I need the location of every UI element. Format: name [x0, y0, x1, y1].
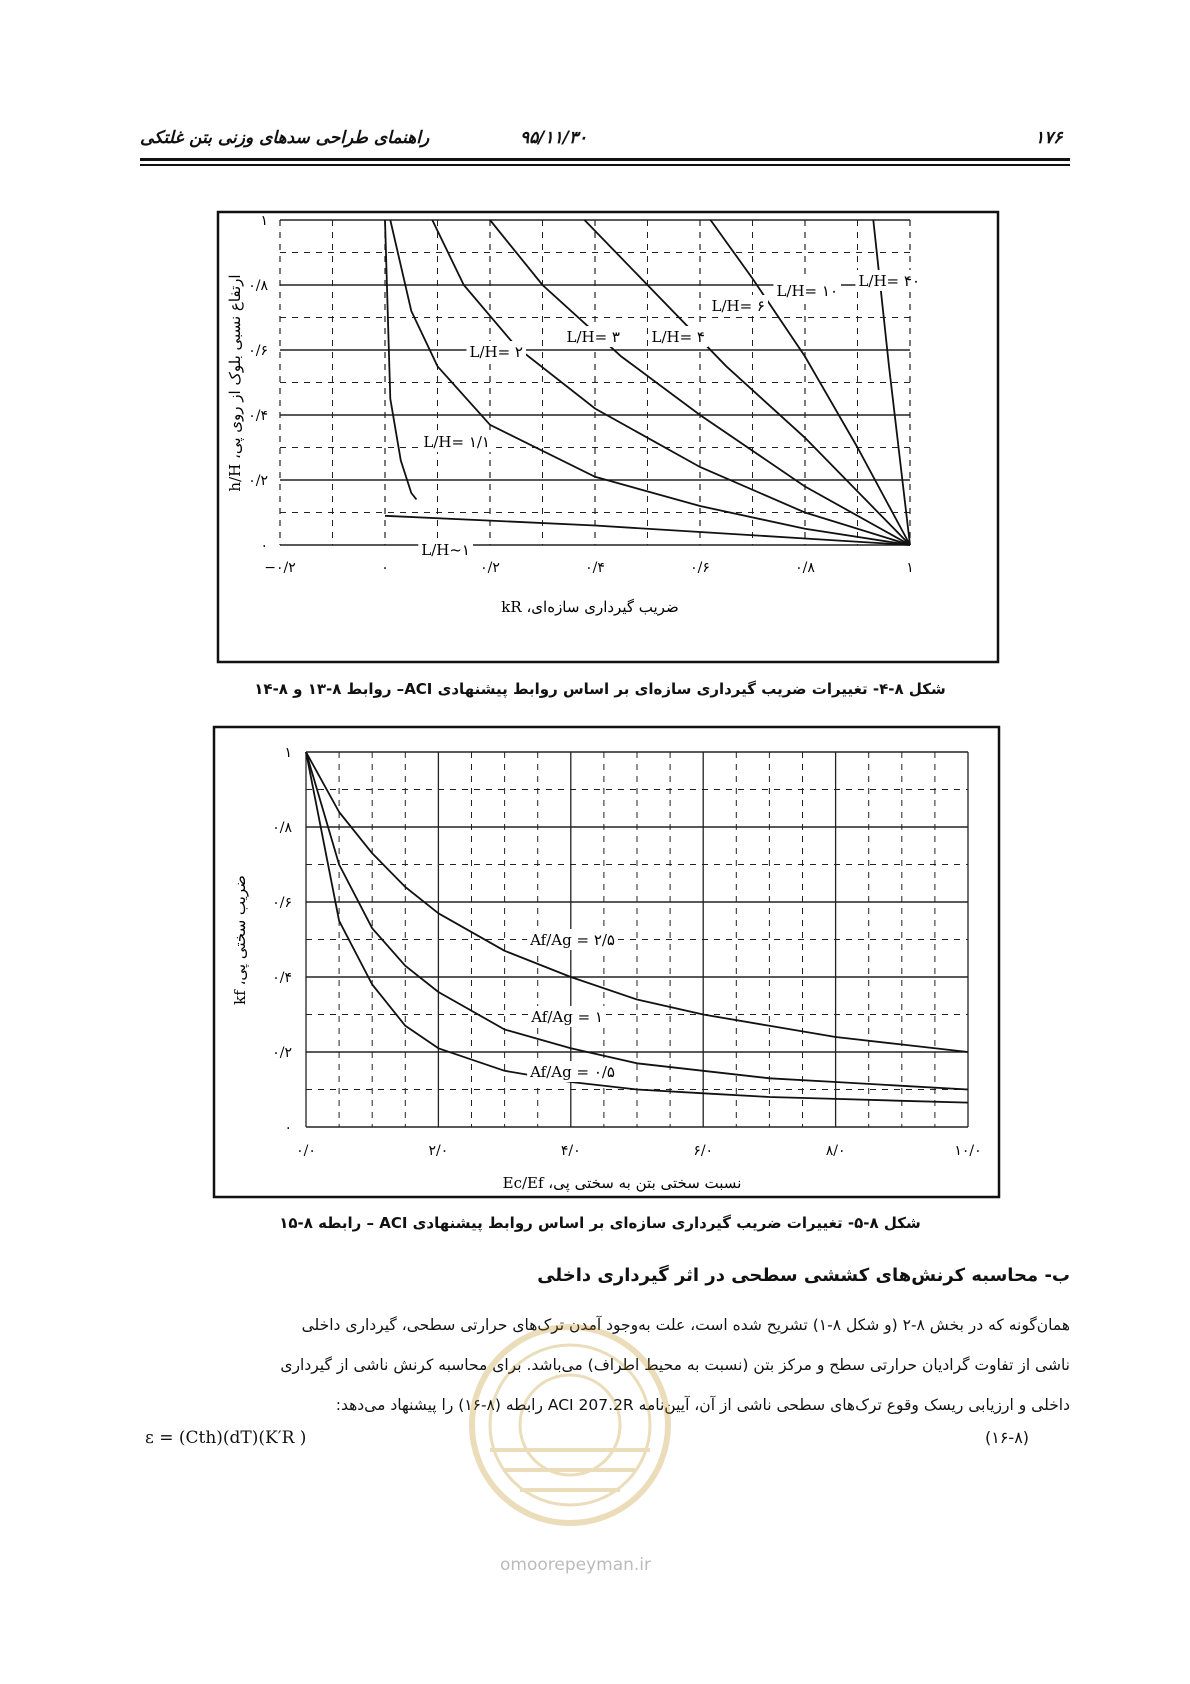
section-heading: ب- محاسبه کرنش‌های کششی سطحی در اثر گیرداری داخلی — [537, 1265, 1070, 1286]
series-label: L/H~۱ — [421, 541, 470, 559]
series-label: Af/Ag = ۱ — [531, 1008, 603, 1026]
header-title: راهنمای طراحی سدهای وزنی بتن غلتکی — [140, 128, 430, 148]
y-tick-label: ۰/۸ — [272, 820, 292, 836]
x-tick-label: ۰/۲ — [480, 560, 500, 576]
series-label: Af/Ag = ۰/۵ — [530, 1063, 615, 1081]
figure-2-caption: شکل ۸-۵- تغییرات ضریب گیرداری سازه‌ای بر اساس روابط پیشنهادی ACI – رابطه ۸-۱۵ — [279, 1214, 921, 1232]
x-tick-label: ۸/۰ — [825, 1143, 846, 1159]
y-tick-label: ۰ — [284, 1120, 292, 1136]
y-axis-label: ضریب سختی پی، kf — [231, 875, 249, 1005]
y-axis-label: ارتفاع نسبی بلوک از روی پی، h/H — [226, 274, 244, 492]
x-tick-label: ۱ — [906, 560, 914, 576]
y-tick-label: ۰/۲ — [272, 1045, 292, 1061]
series-label: L/H= ۶ — [711, 297, 765, 315]
series-label: L/H= ۱/۱ — [423, 433, 490, 451]
page-number: ۱۷۶ — [1035, 128, 1063, 148]
x-tick-label: ۰/۴ — [585, 560, 605, 576]
paragraph-line: همان‌گونه که در بخش ۸-۲ (و شکل ۸-۱) تشریح شده است، علت به‌وجود آمدن ترک‌های حرارتی سطحی، گیرداری داخلی — [301, 1316, 1070, 1334]
watermark-seal — [465, 1320, 675, 1530]
watermark-url: omoorepeyman.ir — [500, 1555, 652, 1575]
series-label: L/H= ۲ — [469, 343, 523, 361]
y-tick-label: ۰/۶ — [248, 343, 268, 359]
series-label: Af/Ag = ۲/۵ — [530, 931, 615, 949]
y-tick-label: ۰/۸ — [248, 278, 268, 294]
header-date: ۹۵/۱۱/۳۰ — [520, 128, 588, 148]
equation: ε = (Cth)(dT)(K′R ) — [145, 1428, 307, 1448]
x-tick-label: −۰/۲ — [264, 560, 296, 576]
equation-number: (۱۶-۸) — [985, 1428, 1030, 1447]
x-tick-label: ۰/۰ — [296, 1143, 316, 1159]
y-tick-label: ۰ — [260, 538, 268, 554]
series-label: L/H= ۱۰ — [776, 282, 838, 300]
y-tick-label: ۱ — [284, 745, 292, 761]
x-tick-label: ۲/۰ — [428, 1143, 449, 1159]
x-tick-label: ۰/۸ — [795, 560, 815, 576]
x-axis-label: ضریب گیرداری سازه‌ای، kR — [501, 598, 679, 616]
x-tick-label: ۰/۶ — [690, 560, 710, 576]
y-tick-label: ۱ — [260, 213, 268, 229]
x-tick-label: ۰ — [381, 560, 389, 576]
series-label: L/H= ۳ — [566, 328, 620, 346]
x-axis-label: نسبت سختی بتن به سختی پی، Ec/Ef — [502, 1174, 742, 1192]
figure-1-caption: شکل ۸-۴- تغییرات ضریب گیرداری سازه‌ای بر اساس روابط پیشنهادی ACI– روابط ۸-۱۳ و ۸-۱۴ — [254, 680, 946, 698]
series-label: L/H= ۴۰ — [858, 272, 920, 290]
series-label: L/H= ۴ — [651, 328, 705, 346]
paragraph-line: داخلی و ارزیابی ریسک وقوع ترک‌های سطحی ناشی از آن، آیین‌نامه ACI 207.2R رابطه (۸-۱۶) را پیشنهاد می‌دهد: — [335, 1396, 1070, 1414]
y-tick-label: ۰/۲ — [248, 473, 268, 489]
x-tick-label: ۴/۰ — [560, 1143, 581, 1159]
x-tick-label: ۱۰/۰ — [954, 1143, 982, 1159]
y-tick-label: ۰/۴ — [248, 408, 268, 424]
x-tick-label: ۶/۰ — [693, 1143, 714, 1159]
paragraph-line: ناشی از تفاوت گرادیان حرارتی سطح و مرکز بتن (نسبت به محیط اطراف) می‌باشد. برای محاسبه کرنش ناشی از گیرداری — [280, 1356, 1070, 1374]
y-tick-label: ۰/۶ — [272, 895, 292, 911]
y-tick-label: ۰/۴ — [272, 970, 292, 986]
